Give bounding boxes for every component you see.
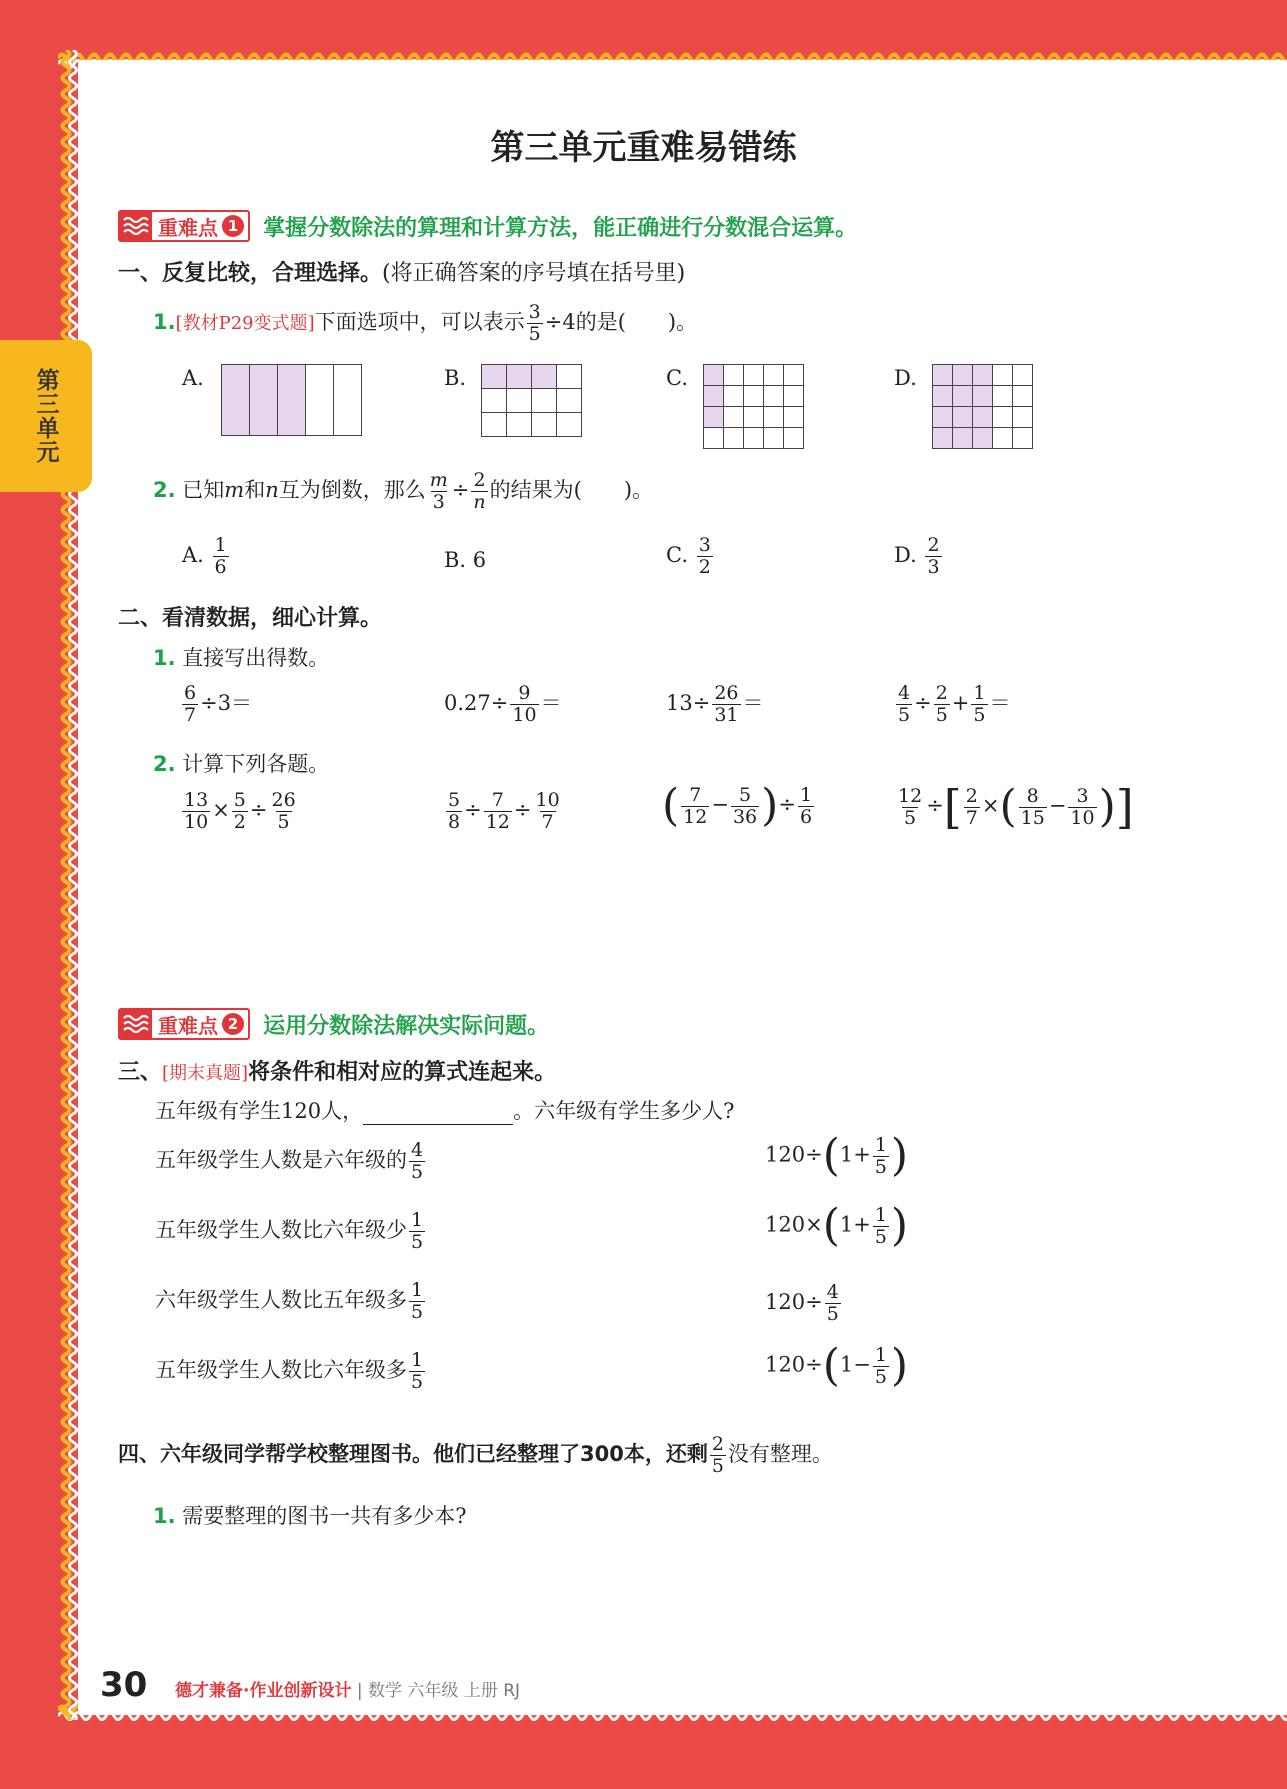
key-point-text: 掌握分数除法的算理和计算方法，能正确进行分数混合运算。 <box>263 215 858 241</box>
denominator: 3 <box>927 555 940 578</box>
section-1-note: (将正确答案的序号填在括号里) <box>382 261 686 286</box>
denominator: 2 <box>698 555 711 578</box>
condition-text: 六年级学生人数比五年级多 <box>155 1287 407 1312</box>
formula-4[interactable]: 120÷(1− $\frac{1}{5}$ ) <box>765 1340 909 1391</box>
numerator: m <box>429 469 448 491</box>
page-number: 30 <box>100 1665 148 1705</box>
calc-expr-7: ( $\frac{7}{12}$ − $\frac{5}{36}$ )÷ $\frac{1}{6}$ <box>662 780 813 831</box>
fraction <box>428 470 450 513</box>
stem-text: 五年级有学生120人， <box>155 1099 364 1123</box>
calc-expr-5: $\frac{13}{10}$ × $\frac{5}{2}$ ÷ $\frac{26}{5}$ <box>184 789 296 833</box>
key-point-text: 运用分数除法解决实际问题。 <box>263 1013 550 1039</box>
section-3-title: 将条件和相对应的算式连起来。 <box>248 1060 557 1085</box>
section-4-text-end: 没有整理。 <box>727 1441 833 1466</box>
section-4-text: 四、六年级同学帮学校整理图书。他们已经整理了300本，还剩 <box>118 1441 708 1466</box>
question-text-end: 的结果为( )。 <box>489 477 654 502</box>
question-text: 下面选项中，可以表示 <box>314 309 525 334</box>
key-point-1 <box>118 210 857 242</box>
footer-separator: | <box>356 1681 363 1701</box>
key-point-number: 1 <box>222 215 244 237</box>
condition-3[interactable]: 六年级学生人数比五年级多 $\frac{1}{5}$ <box>155 1279 424 1323</box>
var-m: m <box>224 477 245 502</box>
denominator: n <box>473 490 486 513</box>
numerator: 2 <box>927 534 940 556</box>
q2-option-c <box>666 535 715 578</box>
question-text: 直接写出得数。 <box>182 646 330 670</box>
section-1-title: 一、反复比较，合理选择。 <box>118 261 383 286</box>
condition-text: 五年级学生人数是六年级的 <box>155 1147 407 1172</box>
option-b-grid <box>481 364 582 437</box>
condition-text: 五年级学生人数比六年级多 <box>155 1357 407 1382</box>
q2-option-b: B. 6 <box>444 548 487 572</box>
option-a-label: A. <box>182 366 204 390</box>
section-4 <box>118 1434 833 1477</box>
formula-2[interactable]: 120×(1+ $\frac{1}{5}$ ) <box>765 1200 909 1251</box>
question-number: 2. <box>153 477 176 502</box>
fraction <box>710 1434 726 1477</box>
numerator: 1 <box>214 534 227 556</box>
condition-1[interactable]: 五年级学生人数是六年级的 $\frac{4}{5}$ <box>155 1139 424 1183</box>
section-3-heading <box>118 1055 556 1086</box>
question-number: 2. <box>153 752 176 776</box>
fraction <box>527 302 543 345</box>
key-point-number: 2 <box>222 1013 244 1035</box>
fraction <box>471 470 487 513</box>
denominator: 3 <box>432 490 445 513</box>
formula-1[interactable]: 120÷(1+ $\frac{1}{5}$ ) <box>765 1130 909 1181</box>
calc-expr-8: $\frac{12}{5}$ ÷[ $\frac{2}{7}$ ×( $\frac{8}{15}$ − $\frac{3}{10}$ )] <box>898 780 1134 834</box>
fraction <box>697 535 713 578</box>
denominator: 6 <box>214 555 227 578</box>
calc-expr-3: 13÷ $\frac{26}{31}$ ＝ <box>666 682 764 726</box>
option-label: C. <box>666 542 688 567</box>
key-point-badge <box>118 1008 250 1040</box>
question-1-2 <box>153 470 653 513</box>
question-text: 计算下列各题。 <box>182 752 330 776</box>
question-text-end: ÷4的是( )。 <box>544 309 698 334</box>
question-text: 已知 <box>182 477 225 502</box>
numerator: 2 <box>711 1433 724 1455</box>
denominator: 5 <box>711 1454 724 1477</box>
question-number: 1. <box>153 646 176 670</box>
wave-icon <box>120 212 152 240</box>
option-label: D. <box>894 542 917 567</box>
condition-text: 五年级学生人数比六年级少 <box>155 1217 407 1242</box>
calc-expr-2: 0.27÷ $\frac{9}{10}$ ＝ <box>444 682 562 726</box>
option-a-grid <box>221 364 362 436</box>
unit-side-tab <box>0 340 92 492</box>
fraction <box>925 535 941 578</box>
option-c-label: C. <box>666 366 688 390</box>
question-number: 1. <box>153 309 176 334</box>
section-3-tag: [期末真题] <box>162 1063 249 1084</box>
operator: ÷ <box>451 477 470 502</box>
fill-blank[interactable] <box>363 1102 513 1125</box>
footer-brand: 德才兼备·作业创新设计 <box>175 1681 352 1701</box>
key-point-badge-text: 重难点 <box>158 215 218 240</box>
q2-option-d <box>894 535 944 578</box>
formula-3[interactable]: 120÷ $\frac{4}{5}$ <box>765 1281 839 1325</box>
numerator: 3 <box>528 301 541 323</box>
condition-4[interactable]: 五年级学生人数比六年级多 $\frac{1}{5}$ <box>155 1349 424 1393</box>
key-point-2 <box>118 1008 549 1040</box>
calc-expr-6: $\frac{5}{8}$ ÷ $\frac{7}{12}$ ÷ $\frac{10}{7}$ <box>448 789 560 833</box>
question-1-1 <box>153 302 697 345</box>
fraction <box>213 535 229 578</box>
section-3-prefix: 三、 <box>118 1060 163 1085</box>
denominator: 5 <box>528 322 541 345</box>
question-tag: [教材P29变式题] <box>175 312 315 334</box>
question-text: 和 <box>244 477 266 502</box>
option-d-label: D. <box>894 366 917 390</box>
numerator: 3 <box>698 534 711 556</box>
stem-text-end: 。六年级有学生多少人? <box>513 1099 735 1123</box>
footer-info <box>175 1676 520 1701</box>
question-number: 1. <box>153 1504 176 1528</box>
page-title: 第三单元重难易错练 <box>490 128 797 168</box>
option-d-grid <box>932 364 1033 449</box>
unit-tab-label: 第三单元 <box>32 368 59 464</box>
condition-2[interactable]: 五年级学生人数比六年级少 $\frac{1}{5}$ <box>155 1209 424 1253</box>
footer-book-info: 数学 六年级 上册 RJ <box>368 1681 521 1701</box>
question-text: 需要整理的图书一共有多少本? <box>182 1504 467 1528</box>
option-b-label: B. <box>444 366 467 390</box>
section-3-stem <box>155 1095 734 1125</box>
question-2-2 <box>153 748 329 778</box>
section-2-title: 二、看清数据，细心计算。 <box>118 606 383 631</box>
calc-expr-4: $\frac{4}{5}$ ÷ $\frac{2}{5}$ + $\frac{1}{5}$ ＝ <box>898 682 1011 726</box>
q2-option-a <box>182 535 231 578</box>
question-text: 互为倒数，那么 <box>278 477 426 502</box>
section-1-heading <box>118 256 685 287</box>
numerator: 2 <box>473 469 486 491</box>
question-2-1 <box>153 642 329 672</box>
wave-icon <box>120 1010 152 1038</box>
var-n: n <box>265 477 279 502</box>
key-point-badge-text: 重难点 <box>158 1013 218 1038</box>
option-c-grid <box>703 364 804 449</box>
question-4-1 <box>153 1500 467 1530</box>
calc-expr-1: $\frac{6}{7}$ ÷3＝ <box>184 682 253 726</box>
option-label: A. <box>182 542 204 567</box>
key-point-badge <box>118 210 250 242</box>
